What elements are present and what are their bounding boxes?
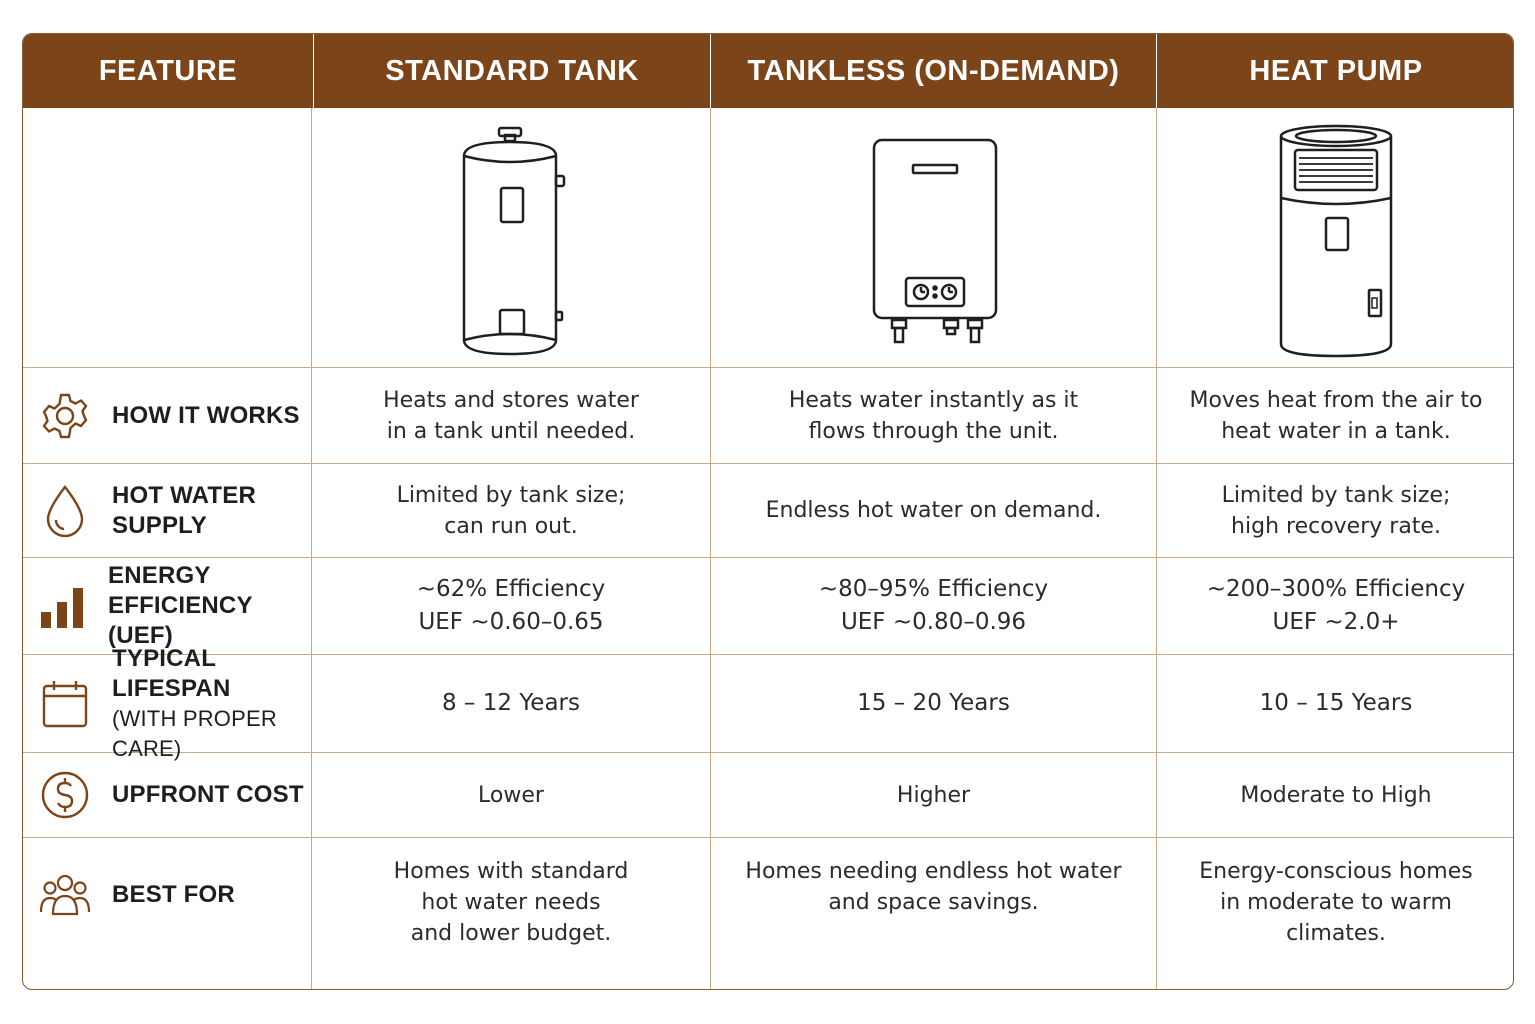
- cell-text: ~200–300% Efficiency UEF ~2.0+: [1206, 576, 1466, 635]
- header-divider: [1156, 34, 1157, 108]
- header-feature-label: FEATURE: [98, 54, 238, 87]
- feature-label: UPFRONT COST: [112, 781, 304, 808]
- water-drop-icon: [42, 484, 88, 538]
- feature-upfront-cost: [23, 753, 311, 837]
- cell-text: 10 – 15 Years: [1259, 690, 1413, 716]
- cell-text: Lower: [478, 782, 544, 808]
- standard-tank-illustration: [312, 109, 710, 367]
- table-cell: [1157, 558, 1514, 654]
- standard-tank-heater-icon: [446, 118, 576, 358]
- heat-pump-heater-icon: [1271, 118, 1401, 358]
- feature-typical-lifespan: [23, 644, 311, 761]
- people-icon: [39, 872, 91, 918]
- header-feature: [23, 34, 313, 108]
- feature-label: HOT WATER SUPPLY: [112, 481, 257, 539]
- cell-text: Limited by tank size; high recovery rate.: [1221, 482, 1451, 539]
- cell-text: 8 – 12 Years: [441, 690, 580, 716]
- table-cell: [1157, 753, 1514, 837]
- table-cell: [711, 856, 1156, 946]
- table-cell: [312, 558, 710, 654]
- feature-label: ENERGY EFFICIENCY (UEF): [108, 562, 253, 649]
- table-cell: [1157, 464, 1514, 557]
- heat-pump-illustration: [1157, 109, 1514, 367]
- dollar-icon: [40, 770, 90, 820]
- tankless-illustration: [712, 109, 1156, 367]
- feature-energy-efficiency: [23, 558, 311, 654]
- cell-text: 15 – 20 Years: [857, 690, 1010, 716]
- cell-text: Homes needing endless hot water and space savings.: [745, 859, 1122, 915]
- table-cell: [1157, 856, 1514, 946]
- cell-text: Homes with standard hot water needs and lower budget.: [393, 859, 629, 946]
- cell-text: Moves heat from the air to heat water in a tank.: [1189, 387, 1483, 444]
- feature-how-it-works: [23, 368, 311, 463]
- cell-text: Endless hot water on demand.: [765, 498, 1102, 523]
- header-heat-pump: [1157, 34, 1514, 108]
- header-divider: [313, 34, 314, 108]
- gear-icon: [40, 391, 90, 441]
- table-cell: [312, 856, 710, 946]
- feature-best-for: [23, 838, 311, 952]
- header-standard-tank: [314, 34, 710, 108]
- header-standard-tank-label: STANDARD TANK: [385, 54, 639, 87]
- feature-label: [112, 644, 307, 764]
- feature-label: HOW IT WORKS: [112, 401, 300, 429]
- comparison-table: [22, 33, 1514, 990]
- bar-chart-icon: [39, 582, 87, 630]
- cell-text: Moderate to High: [1240, 782, 1432, 808]
- feature-label-main: TYPICAL LIFESPAN: [112, 644, 231, 702]
- table-cell: [312, 753, 710, 837]
- table-cell: [711, 368, 1156, 463]
- table-cell: [1157, 655, 1514, 752]
- feature-label: BEST FOR: [112, 881, 235, 908]
- cell-text: Heats and stores water in a tank until needed.: [383, 387, 639, 444]
- cell-text: Limited by tank size; can run out.: [396, 482, 626, 539]
- table-cell: [312, 368, 710, 463]
- cell-text: Energy-conscious homes in moderate to warm climates.: [1199, 859, 1473, 946]
- cell-text: Higher: [896, 782, 971, 808]
- table-cell: [312, 655, 710, 752]
- cell-text: ~62% Efficiency UEF ~0.60–0.65: [416, 576, 606, 635]
- header-heat-pump-label: HEAT PUMP: [1249, 54, 1423, 87]
- table-cell: [711, 655, 1156, 752]
- feature-label-sub: (WITH PROPER CARE): [112, 705, 277, 761]
- header-tankless: [711, 34, 1156, 108]
- table-cell: [1157, 368, 1514, 463]
- header-divider: [710, 34, 711, 108]
- cell-text: Heats water instantly as it flows through the unit.: [788, 387, 1079, 444]
- header-tankless-label: TANKLESS (ON-DEMAND): [747, 54, 1120, 87]
- feature-hot-water-supply: [23, 464, 311, 557]
- tankless-heater-icon: [864, 128, 1004, 348]
- calendar-icon: [41, 679, 89, 729]
- table-cell: [711, 558, 1156, 654]
- table-cell: [711, 753, 1156, 837]
- table-cell: [312, 464, 710, 557]
- cell-text: ~80–95% Efficiency UEF ~0.80–0.96: [818, 576, 1049, 635]
- table-cell: [711, 464, 1156, 557]
